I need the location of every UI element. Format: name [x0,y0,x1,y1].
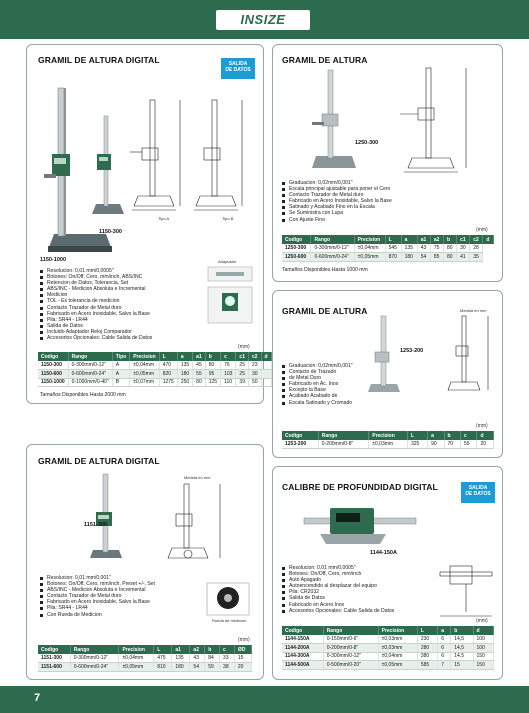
table-header-cell: Codigo [38,645,70,654]
table-cell: ±0,03mm [378,635,417,644]
table-header-row [282,235,494,244]
technical-drawing-type-b [190,96,250,214]
table-cell: 1150-300 [38,361,68,370]
table-cell: 0-200mm/0-8" [318,440,369,449]
table-header-cell: Precision [369,431,408,440]
table-cell: 76 [221,361,236,370]
table-header-cell: a2 [430,235,443,244]
table-cell: 380 [417,652,437,661]
height-gauge-image [86,470,126,562]
table-cell: 325 [407,440,427,449]
table-header-cell: c2 [470,235,483,244]
unit-label: (mm) [476,423,488,429]
table-cell: 55 [193,370,206,379]
table-cell: 70 [444,440,460,449]
height-gauge-image [304,64,364,174]
table-cell: 38 [220,663,235,672]
table-cell: 103 [221,370,236,379]
table-cell: 54 [190,663,205,672]
table-header-cell: Precision [130,352,160,361]
table-row [38,361,271,370]
table-header-cell: Rango [70,645,119,654]
table-header-cell: b [205,645,220,654]
table-cell: 0-1000mm/0-40" [68,378,112,387]
table-row [38,378,271,387]
table-cell: 135 [172,654,190,663]
measuring-wheel-image [206,582,250,616]
table-cell: 45 [193,361,206,370]
data-output-badge: SALIDA DE DATOS [461,482,495,503]
table-header-cell: b [205,352,220,361]
table-header-cell: Rango [318,431,369,440]
table-cell: 1150-1000 [38,378,68,387]
table-cell: 80 [443,244,456,253]
table-cell: 95 [205,370,220,379]
table-cell: A [112,370,129,379]
table-header-cell: Codigo [282,626,323,635]
table-cell: 25 [236,361,249,370]
table-cell: 250 [177,378,192,387]
footer-bar [0,686,529,713]
table-cell: 280 [417,644,437,653]
feature-list: Graduacion: 0,02mm/0,001" Contacto de Trazado de Metal Duro Fabricado en Ac. Inox Excepto la Base Acabado Acabado de Escala Satinado y Cromado [282,363,382,406]
feature-list: Graduacion: 0,02mm/0,001" Escala principal ajustable para poner el Cero Contacto Trazador de Metal duro Fabricado en Acero Inoxidable, Salvo la Base Satinado y Acabado Fino en la Escala Se Suministra con Lupa Con Ajuste Fino [282,180,492,223]
table-header-cell: c1 [236,352,249,361]
table-header-cell: a2 [190,645,205,654]
table-header-cell: Codigo [282,235,311,244]
table-cell: 1144-150A [282,635,323,644]
type-a-caption: Tipo A [158,216,170,221]
table-cell: A [112,361,129,370]
table-cell: 30 [248,370,261,379]
table-cell: 20 [477,440,494,449]
table-cell: 0-500mm/0-20" [323,661,378,670]
table-cell: 54 [417,253,430,262]
spec-table [282,626,494,670]
table-cell: 41 [457,253,470,262]
size-note: Tamaños Disponibles Hasta 1000 mm [282,267,368,273]
technical-drawing [158,480,248,564]
table-header-cell: d [261,352,271,361]
table-header-cell: Codigo [38,352,68,361]
table-cell: 1253-200 [282,440,318,449]
table-cell: 23 [248,361,261,370]
panel-title: GRAMIL DE ALTURA [282,306,368,316]
table-row [282,440,494,449]
table-header-cell: Precision [378,626,417,635]
table-header-cell: Precision [119,645,154,654]
data-output-badge: SALIDA DE DATOS [221,58,255,79]
model-label: 1151-300 [84,522,107,528]
spec-table [282,235,494,262]
table-row [282,661,494,670]
feature-list: Resolucion: 0,01 mm/0,0005" Botones: On/Off, Cero, mm/inch Auto Apagado Autoencendido al desplazar del equipo Pila: CR2032 Salida de Datos Fabricado en Acero Inox Accesorios Opcionales: Cable Salida de Datos [282,565,457,614]
table-header-cell: L [385,235,401,244]
table-row [282,635,494,644]
panel-title: GRAMIL DE ALTURA DIGITAL [38,55,160,65]
table-cell: 1275 [159,378,177,387]
table-cell: 14,5 [451,635,473,644]
feature-list: Resolucion: 0,01 mm/0,001" Botones: On/Off, Cero, mm/inch, Preset +/-, Set ABS/INC - Medicion Absoluta e Incremental Contacto Trazador de Metal duro Fabricado en Acero Inoxidable, Salvo la Base Pila: SR44 - LR44 Con Rueda de Medicion [40,575,210,618]
table-header-cell: L [154,645,172,654]
table-cell: ±0,05mm [130,370,160,379]
table-cell: 0-150mm/0-6" [323,635,378,644]
panel-title: CALIBRE DE PROFUNDIDAD DIGITAL [282,482,438,492]
table-cell: ±0,04mm [119,654,154,663]
table-cell: ±0,07mm [130,378,160,387]
table-cell: 1144-200A [282,644,323,653]
table-row [38,370,271,379]
unit-label: (mm) [238,637,250,643]
wheel-caption: Rueda de medicion [212,618,247,623]
table-header-cell: b [444,431,460,440]
type-b-caption: Tipo B [222,216,234,221]
brand-logo: INSIZE [216,10,310,30]
table-row [282,652,494,661]
table-header-cell: a [177,352,192,361]
table-cell: 150 [473,661,493,670]
table-cell: 100 [473,635,493,644]
table-cell: 30 [457,244,470,253]
table-cell: 28 [470,244,483,253]
panel-title: GRAMIL DE ALTURA DIGITAL [38,456,160,466]
table-cell: 0-300mm/0-12" [323,652,378,661]
table-header-row [282,431,494,440]
table-header-cell: a1 [193,352,206,361]
table-cell: B [112,378,129,387]
table-cell: 1151-600 [38,663,70,672]
model-label: 1144-150A [370,550,397,556]
table-cell: 1144-300A [282,652,323,661]
table-cell: ±0,03mm [369,440,408,449]
table-cell: 230 [417,635,437,644]
table-cell: ±0,04mm [130,361,160,370]
table-row [282,253,494,262]
table-header-cell: b [451,626,473,635]
table-cell: 150 [473,652,493,661]
table-cell: 6 [438,652,451,661]
table-cell: 545 [385,244,401,253]
panel-title: GRAMIL DE ALTURA [282,55,368,65]
table-cell: 585 [417,661,437,670]
table-cell: 84 [205,654,220,663]
table-header-cell: Rango [68,352,112,361]
table-header-cell: c [221,352,236,361]
table-header-cell: d [477,431,494,440]
table-cell: 0-200mm/0-8" [323,644,378,653]
table-cell [261,370,271,379]
height-gauge-small-image [88,108,128,218]
adapter-caption: Adaptador [218,259,237,264]
table-cell: 55 [461,440,477,449]
table-cell: 1150-600 [38,370,68,379]
unit-label: (mm) [476,227,488,233]
table-header-cell: Rango [311,235,354,244]
table-header-cell: Tipo [112,352,129,361]
table-cell: 470 [159,361,177,370]
table-header-cell: c1 [457,235,470,244]
table-cell: 85 [430,253,443,262]
table-header-cell: Rango [323,626,378,635]
page-number: 7 [34,692,41,704]
table-cell: 870 [385,253,401,262]
table-header-cell: a [428,431,444,440]
table-row [282,644,494,653]
table-cell: 1250-300 [282,244,311,253]
table-cell: ±0,04mm [378,652,417,661]
table-cell: 25 [236,370,249,379]
table-cell: 14,5 [451,652,473,661]
table-row [282,244,494,253]
table-cell: 50 [248,378,261,387]
table-cell: 80 [193,378,206,387]
table-cell: 0-600mm/0-24" [311,253,354,262]
table-cell: 135 [177,361,192,370]
unit-label: (mm) [476,618,488,624]
table-cell: 135 [401,244,417,253]
table-cell: 35 [470,253,483,262]
table-cell: 180 [177,370,192,379]
table-cell: 90 [428,440,444,449]
table-cell: 15 [234,654,251,663]
table-cell: 1144-500A [282,661,323,670]
table-cell: 14,5 [451,644,473,653]
table-cell: 59 [205,663,220,672]
table-cell [261,361,271,370]
table-cell: 110 [221,378,236,387]
table-header-cell: Precision [354,235,385,244]
table-cell: 0-300mm/0-12" [311,244,354,253]
table-header-cell: a1 [417,235,430,244]
technical-drawing-type-a [128,96,188,214]
table-cell: ±0,05mm [119,663,154,672]
table-header-cell: Codigo [282,431,318,440]
table-cell: 80 [443,253,456,262]
table-cell: ±0,05mm [378,661,417,670]
technical-drawing [440,312,496,396]
adapter-image [206,265,256,327]
table-cell: ±0,05mm [354,253,385,262]
table-cell: 475 [154,654,172,663]
table-cell: 0-600mm/0-24" [70,663,119,672]
table-cell: 0-300mm/0-12" [70,654,119,663]
unit-label: (mm) [238,344,250,350]
table-cell: 810 [154,663,172,672]
spec-table [38,645,252,672]
feature-list: Resolucion: 0,01 mm/0,0005" Botones: On/Off, Cero, mm/inch, ABS/INC Retencion de Datos, Tolerancia, Set ABS/INC - Medicion Absoluta e Incremental Medicion TOL - Es tolerancia de medicion Contacto Trazador de Metal duro Fabricado en Acero Inoxidable, Salvo la Base Pila: SR44 - LR44 Salida de Datos Incluido Adaptador Reloj Comparador Accesorios Opcionales: Cable Salida de Datos [40,268,205,341]
technical-drawing [396,64,486,176]
table-row [38,663,252,672]
table-cell: ±0,03mm [378,644,417,653]
table-row [38,654,252,663]
table-header-cell: a [401,235,417,244]
table-header-cell: L [417,626,437,635]
table-cell: 20 [234,663,251,672]
table-header-row [38,645,252,654]
table-header-cell: d [483,235,494,244]
table-cell: 6 [438,635,451,644]
table-cell: 39 [236,378,249,387]
table-header-row [38,352,271,361]
table-header-cell: c [220,645,235,654]
table-cell: 15 [451,661,473,670]
model-label: 1150-300 [99,229,122,235]
table-header-cell: ØD [234,645,251,654]
spec-table [282,431,494,449]
table-cell: 0-600mm/0-24" [68,370,112,379]
table-header-cell: a1 [172,645,190,654]
table-header-cell: L [407,431,427,440]
table-header-cell: c [461,431,477,440]
table-cell: ±0,04mm [354,244,385,253]
spec-table [38,352,272,387]
table-header-cell: b [443,235,456,244]
table-cell: 0-300mm/0-12" [68,361,112,370]
table-header-row [282,626,494,635]
table-cell: 180 [172,663,190,672]
table-cell: 7 [438,661,451,670]
table-cell: 125 [205,378,220,387]
model-label: 1250-300 [355,140,379,146]
model-label: 1150-1000 [40,257,66,263]
model-label: 1253-200 [400,348,424,354]
table-cell: 180 [401,253,417,262]
table-cell: 1151-300 [38,654,70,663]
table-cell: 820 [159,370,177,379]
table-cell [261,378,271,387]
table-cell: 100 [473,644,493,653]
table-header-cell: a [438,626,451,635]
table-header-cell: c2 [248,352,261,361]
table-header-cell: d [473,626,493,635]
dimension-caption: Medida en mm [460,308,487,313]
table-cell: 33 [220,654,235,663]
table-cell: 80 [205,361,220,370]
depth-gauge-image [300,504,420,550]
table-cell: 43 [417,244,430,253]
table-cell: 75 [430,244,443,253]
technical-drawing [436,562,498,618]
table-cell: 6 [438,644,451,653]
table-header-cell: L [159,352,177,361]
dimension-caption: Medida en mm [184,475,211,480]
size-note: Tamaños Disponibles Hasta 2000 mm [40,392,126,398]
table-cell: 1250-600 [282,253,311,262]
table-cell: 43 [190,654,205,663]
